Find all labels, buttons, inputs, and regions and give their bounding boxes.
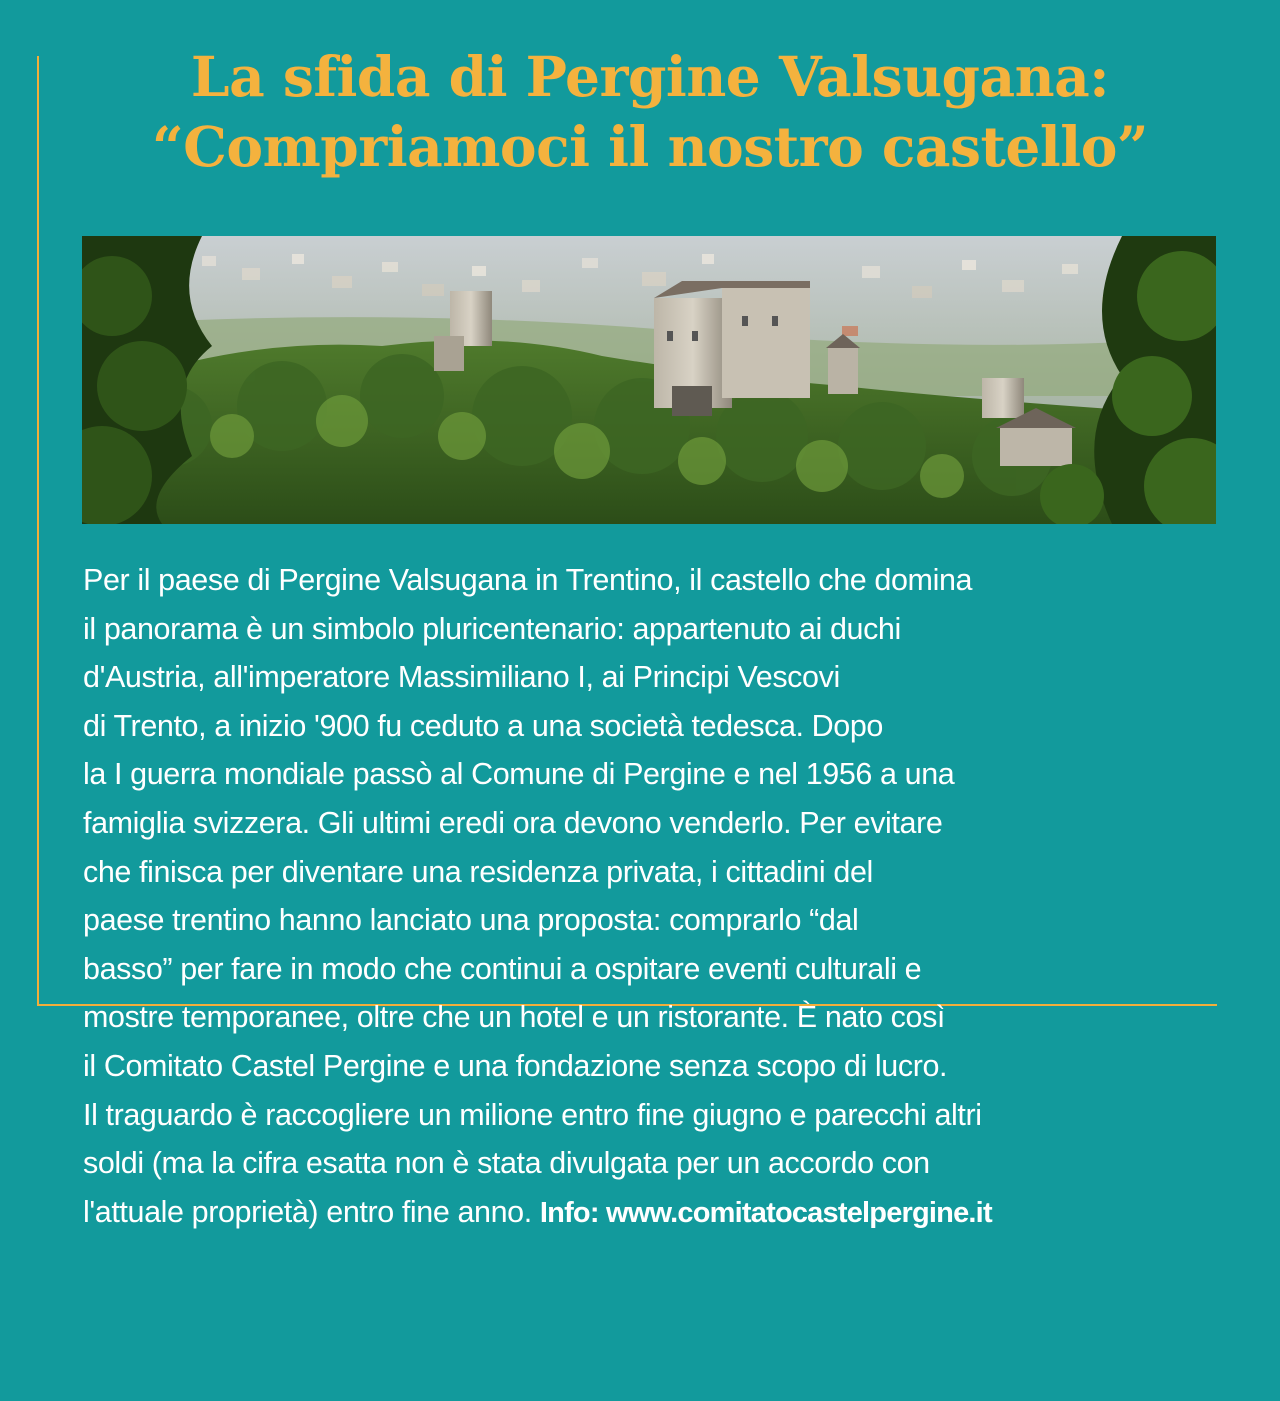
body-last-line-text: l'attuale proprietà) entro fine anno. bbox=[83, 1194, 532, 1229]
body-line: Il traguardo è raccogliere un milione entro fine giugno e parecchi altri bbox=[83, 1097, 982, 1132]
body-line: il Comitato Castel Pergine e una fondazione senza scopo di lucro. bbox=[83, 1048, 948, 1083]
body-line: la I guerra mondiale passò al Comune di Pergine e nel 1956 a una bbox=[83, 757, 955, 792]
body-line: il panorama è un simbolo pluricentenario: appartenuto ai duchi bbox=[83, 611, 901, 646]
body-line: di Trento, a inizio '900 fu ceduto a una società tedesca. Dopo bbox=[83, 708, 883, 743]
body-line: mostre temporanee, oltre che un hotel e un ristorante. È nato così bbox=[83, 1000, 945, 1035]
body-last-line bbox=[83, 1188, 1243, 1238]
frame-left-rule bbox=[37, 56, 39, 1006]
body-line: che finisca per diventare una residenza privata, i cittadini del bbox=[83, 854, 873, 889]
info-link[interactable]: Info: www.comitatocastelpergine.it bbox=[539, 1196, 992, 1229]
body-line: famiglia svizzera. Gli ultimi eredi ora devono venderlo. Per evitare bbox=[83, 805, 943, 840]
body-line: Per il paese di Pergine Valsugana in Trentino, il castello che domina bbox=[83, 563, 973, 597]
castle-photo bbox=[82, 236, 1216, 524]
castle-on-wooded-hill-icon bbox=[82, 236, 1216, 524]
headline bbox=[60, 42, 1240, 182]
body-line: paese trentino hanno lanciato una proposta: comprarlo “dal bbox=[83, 903, 859, 938]
body-line: basso” per fare in modo che continui a ospitare eventi culturali e bbox=[83, 951, 922, 986]
article-body bbox=[83, 556, 1243, 1237]
headline-line-1: La sfida di Pergine Valsugana: bbox=[190, 44, 1110, 109]
body-line: soldi (ma la cifra esatta non è stata divulgata per un accordo con bbox=[83, 1146, 930, 1181]
headline-line-2: “Compriamoci il nostro castello” bbox=[151, 114, 1149, 179]
body-line: d'Austria, all'imperatore Massimiliano I, ai Principi Vescovi bbox=[83, 660, 840, 695]
